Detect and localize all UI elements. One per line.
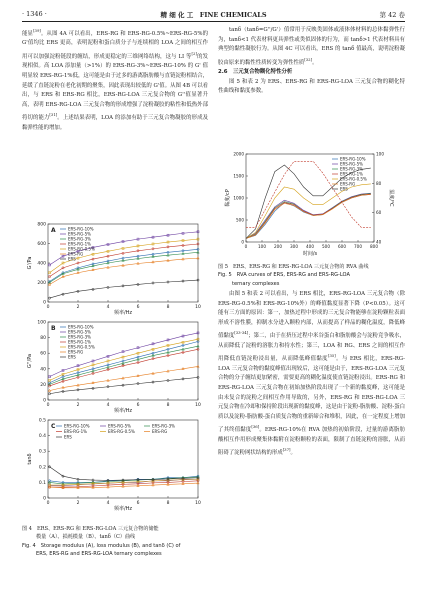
y-tick-label: 60 [40,351,46,357]
x-tick-label: 400 [306,244,314,249]
legend-label: ERS-RG-1% [68,339,91,345]
y-tick-label: 0 [43,300,46,306]
y-tick-label: 600 [37,242,46,247]
page-header [22,8,405,20]
panel-label: A [51,227,56,234]
x-tick-label: 300 [290,244,298,249]
x-tick-label: 6 [136,501,140,506]
y-tick-label: 0.1 [38,480,46,486]
figure-5-caption [218,263,405,288]
paragraph: 能显[39]。从图 4A 可以看出，ERS-RG 和 ERS-RG-0.5%~ERS-RG-5%的 G'值均比 ERS 更高，表明泥粉和蛋白质分子与连续相的 LOA 之间的相互作用可以加强淀粉链段的缠结，形成更稳定的三维网络结构，这与 LI 等[2]的发现相似。高 LOA 添加量（>1%）的 ERS-RG-3%~ERS-RG-10% 的 G' 值明显较 ERS-RG-1%低，这可能是由于过多的游离脂肪酸与直链淀粉相结合，延缓了直链淀粉在老化初期的聚集，因此表现出较低的 G'值。从图 4B 可以看出，与 ERS 和 ERS-RG 相比，ERS-RG-LOA 三元复合物的 G''值显著升高，表明 ERS-RG-LOA 三元复合物的形成增强了淀粉凝胶的粘性和低热外部将切的能力[31]。上述结果表明，LOA 的添加有助于三元复合物凝胶的形成及黏弹性能的增加。 [22,28,208,131]
figure-4 [22,222,208,522]
paragraph: 由图 5 和表 2 可以看出，与 ERS 相比，ERS-RG-LOA 三元复合物（除 ERS-RG-0.5%和 ERS-RG-10%外）的峰值黏度显著下降（P<0.05）。这可能有三方面的原因：第一，加热过程中形成的三元复合物能够在淀粉颗粒表面形成不溶性膜，抑制水分进入颗粒内部，从而提高了样品的糊化温度，降低峰值黏度[33-34]；第二，由于在挤压过程中米谷蛋白和脂肪酸会与淀粉竞争吸水，从而降低了淀粉的溶胀力和持水性；第三，LOA 和 RG、ERS 之间的相互作用降低直链淀粉浸出量，从而降低峰值黏度[35]。与 ERS 相比，ERS-RG-LOA 三元复合物的黏度峰值出现较后，这可能是由于，ERS-RG-LOA 三元复合物的分子缠结更加紧密，需要更高的糊化温度使直链淀粉浸出。ERS-RG 和 ERS-RG-LOA 三元复合物在初始加热阶段出现了一个新的黏度峰，这可能是由未复合的淀粉之间相互作用导致的，另外，ERS-RG 和 ERS-RG-LOA 三元复合物在冷却和保持阶段出现新的黏度峰，这是由于淀粉-脂肪酸、淀粉-蛋白质以及淀粉-脂肪酸-蛋白质复合物的重新缔合和堆积，因此，在一定程度上增加了其终值黏度[36]。ERS-RG-10%在 RVA 加热的初始阶段，过量的游离脂肪酸相互作用形成聚集体黏附在淀粉颗粒的表面，限制了直链淀粉的溶胀，从而阻碍了淀粉网状结构的形成[37]。 [218,291,405,457]
y-tick-label: 800 [37,222,46,228]
y-tick-label: 1500 [233,173,244,179]
x-tick-label: 10 [195,501,201,506]
y-axis-label: tanδ [27,453,33,465]
x-tick-label: 2 [76,403,80,408]
caption-en: ERS, ERS-RG and ERS-RG-LOA ternary complexes [36,551,162,558]
volume-label: 第 42 卷 [379,11,405,19]
legend-label: ERS-RG [152,429,168,434]
x-tick-label: 8 [166,305,170,310]
left-body-text [22,26,208,133]
y2-tick-label: 60 [376,210,382,216]
legend-label: ERS-RG-5% [340,161,363,167]
x-tick-label: 8 [166,403,170,408]
journal-title: 精 细 化 工 FINE CHEMICALS [160,11,267,19]
caption-cn: 模量（A）、损耗模量（B）、tanδ（C）曲线 [36,534,136,541]
y-tick-label: 0 [241,239,244,245]
x-axis-label: 频率/Hz [113,506,133,512]
x-axis-label: 频率/Hz [113,310,133,316]
y-axis-label: G''/Pa [27,353,33,369]
x-axis-label: 频率/Hz [113,408,133,414]
legend-label: ERS-RG-1% [64,429,87,434]
y-axis-label: 黏度/cP [225,189,231,207]
legend-label: ERS-RG-5% [68,329,91,335]
series-line [50,280,199,298]
x-tick-label: 4 [106,403,110,408]
legend-label: ERS-RG-3% [152,423,175,429]
y-axis-label: G'/Pa [27,256,33,270]
paragraph: 图 5 和表 2 为 ERS、ERS-RG 和 ERS-RG-LOA 三元复合物的糊化特性曲线和黏度参数。 [218,78,405,95]
x-tick-label: 500 [322,244,330,249]
x-tick-label: 0 [46,305,50,310]
x-tick-label: 0 [46,403,50,408]
legend-label: ERS-RG-10% [340,156,366,162]
y2-axis-label: 温度/℃ [388,189,394,207]
y-tick-label: 0.4 [38,434,46,440]
header-rule [22,21,405,22]
x-axis-label: 时间/s [302,251,318,257]
y-tick-label: 1000 [233,195,244,201]
legend-label: ERS-RG-10% [68,324,94,330]
y-tick-label: 2000 [233,151,244,157]
legend-label: ERS-RG-3% [68,334,91,340]
legend-label: ERS-RG-1% [340,171,363,177]
page-number: · 1346 · [22,10,47,18]
x-tick-label: 8 [166,501,170,506]
legend-label: ERS-RG [68,349,84,355]
x-tick-label: 0 [244,244,248,249]
legend-label: ERS-RG-0.5% [68,246,95,252]
series-line [50,377,199,393]
caption-en: Fig. 4 Storage modulus (A), loss modulus (B), and tanδ (C) of [22,542,181,549]
chart-panel-C [27,418,201,513]
x-tick-label: 10 [195,305,201,310]
y-tick-label: 200 [37,281,46,286]
y-tick-label: 100 [37,320,46,326]
caption-cn: 图 5 ERS、ERS-RG 和 ERS-RG-LOA 三元复合物的 RVA 曲线 [218,264,369,270]
x-tick-label: 2 [76,305,80,310]
legend-label: ERS-RG-1% [68,241,91,247]
x-tick-label: 4 [106,501,110,506]
section-heading: 2.6 三元复合物糊化特性分析 [218,69,293,76]
legend-label: ERS [340,186,348,192]
y-tick-label: 40 [40,367,46,373]
legend-label: ERS [68,354,76,360]
y2-tick-label: 40 [376,239,382,245]
legend [332,157,367,192]
y-tick-label: 0 [43,398,46,404]
legend-label: ERS-RG-10% [64,423,90,429]
x-tick-label: 2 [76,501,80,506]
chart-panel-RVA [224,152,395,258]
right-body-text-bottom [218,290,405,459]
legend-label: ERS-RG-5% [108,423,131,429]
y-tick-label: 80 [40,336,46,342]
legend-label: ERS-RG-3% [68,236,91,242]
caption-cn: 图 4 ERS、ERS-RG 和 ERS-RG-LOA 三元复合物的储能 [22,526,159,532]
legend [60,325,95,360]
x-tick-label: 600 [338,244,346,249]
y-tick-label: 20 [40,382,46,388]
x-tick-label: 200 [274,244,282,249]
legend-label: ERS [68,256,76,262]
y2-tick-label: 80 [376,180,382,186]
panel-label: B [51,325,56,332]
legend-label: ERS-RG-0.5% [68,344,95,350]
legend-label: ERS-RG-3% [340,166,363,172]
x-tick-label: 4 [106,305,110,310]
legend-label: ERS-RG-0.5% [340,176,367,182]
y-tick-label: 0.2 [38,465,46,471]
figure-4-caption [22,525,208,559]
figure-5 [218,150,405,262]
x-tick-label: 10 [195,403,201,408]
legend [56,424,175,440]
y-tick-label: 400 [37,261,46,267]
right-body-text-top [218,26,405,97]
panel-label: C [51,423,56,430]
legend-label: ERS [64,434,72,440]
series-line [246,181,371,239]
legend-label: ERS-RG-10% [68,226,94,232]
legend-label: ERS-RG [68,251,84,257]
x-tick-label: 0 [46,501,50,506]
y2-tick-label: 100 [376,151,384,157]
y-tick-label: 500 [236,217,244,223]
x-tick-label: 800 [370,244,378,249]
paragraph: tanδ（tanδ=G''/G'）值常用于反映类固体或液体体材料的总体黏弹性行为，tanδ<1 代表材料更具弹性或类似固体的行为，而 tanδ>1 代表材料具有典型的黏性凝胶行为。从图 4C 可以看出，ERS 的 tanδ 值最高，说明淀粉凝胶由原来的黏性性质转变为弹性性质[32]。 [218,27,405,66]
x-tick-label: 700 [354,244,362,249]
chart-panel-B [27,320,201,415]
legend-label: ERS-RG [340,181,356,187]
legend-label: ERS-RG-5% [68,231,91,237]
legend [60,227,95,262]
chart-panel-A [27,222,201,316]
x-tick-label: 6 [136,305,140,310]
caption-en: Fig. 5 RVA curves of ERS, ERS-RG and ERS-RG-LOA [218,272,350,279]
caption-en: ternary complexes [232,280,280,287]
y-tick-label: 0.3 [38,449,46,455]
legend-label: ERS-RG-0.5% [108,429,135,434]
x-tick-label: 6 [136,403,140,408]
y-tick-label: 0.5 [38,418,46,424]
y-tick-label: 0 [43,496,46,502]
x-tick-label: 100 [258,244,266,249]
